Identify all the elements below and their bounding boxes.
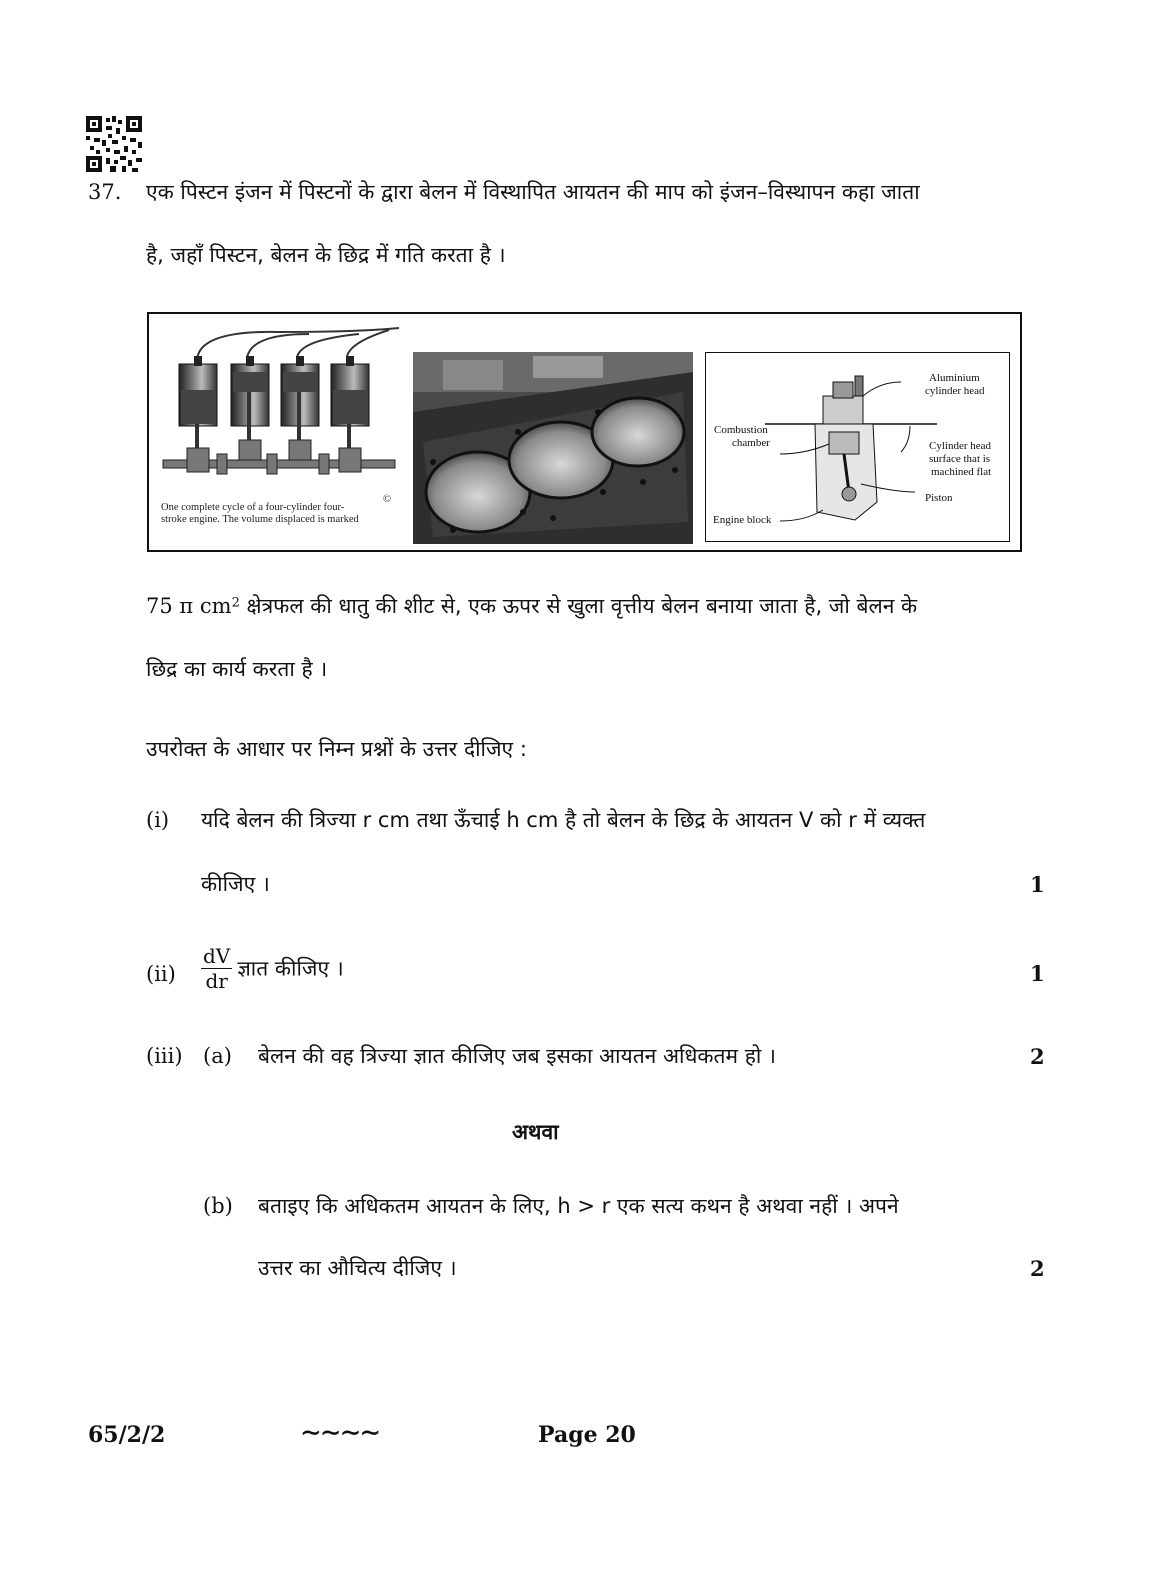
page-number: Page 20: [538, 1422, 636, 1448]
fraction-denominator: dr: [205, 969, 228, 993]
para-line2: छिद्र का कार्य करता है ।: [146, 657, 328, 681]
derivative-fraction: [201, 944, 232, 993]
instruction-text: उपरोक्त के आधार पर निम्न प्रश्नों के उत्तर दीजिए :: [146, 737, 527, 761]
label-piston: Piston: [925, 492, 953, 504]
cylinder-bore-photo: [413, 352, 693, 544]
part-i-label: (i): [146, 808, 170, 832]
footer-squiggle: ∼∼∼∼: [300, 1418, 380, 1448]
label-cylinder-head-line3: machined flat: [931, 466, 992, 478]
question-intro-line1: एक पिस्टन इंजन में पिस्टनों के द्वारा बेलन में विस्थापित आयतन की माप को इंजन–विस्थापन कहा जाता: [146, 180, 920, 204]
engine-figure: [147, 312, 1022, 552]
part-iii-a-text: बेलन की वह त्रिज्या ज्ञात कीजिए जब इसका आयतन अधिकतम हो ।: [258, 1044, 776, 1068]
engine-caption-line1: One complete cycle of a four-cylinder four-: [161, 502, 345, 513]
part-iii-b-line2: उत्तर का औचित्य दीजिए ।: [258, 1256, 457, 1280]
label-combustion-line2: chamber: [732, 437, 770, 449]
four-cylinder-engine-illustration: [159, 320, 404, 500]
sheet-area-exponent: 2: [231, 595, 240, 611]
part-iii-b-line1: बताइए कि अधिकतम आयतन के लिए, h > r एक सत्य कथन है अथवा नहीं । अपने: [258, 1194, 899, 1218]
question-intro-line2: है, जहाँ पिस्टन, बेलन के छिद्र में गति करता है ।: [146, 243, 506, 267]
part-ii-marks: 1: [1030, 961, 1045, 986]
part-ii-text: ज्ञात कीजिए ।: [237, 956, 344, 981]
part-ii-label: (ii): [146, 962, 176, 986]
qr-code-icon: [86, 116, 142, 172]
part-ii-expression: [201, 944, 344, 993]
label-engine-block: Engine block: [713, 514, 772, 526]
part-i-line1: यदि बेलन की त्रिज्या r cm तथा ऊँचाई h cm है तो बेलन के छिद्र के आयतन V को r में व्यक्त: [201, 808, 926, 832]
engine-caption-line2: stroke engine. The volume displaced is marked: [161, 514, 359, 525]
part-iii-a-marks: 2: [1030, 1044, 1045, 1069]
part-iii-label: (iii): [146, 1044, 183, 1068]
sheet-area-line1: [146, 592, 917, 620]
fraction-numerator: dV: [203, 944, 231, 968]
question-number: 37.: [88, 180, 122, 204]
part-i-line2: कीजिए ।: [201, 872, 270, 896]
sheet-area-text: क्षेत्रफल की धातु की शीट से, एक ऊपर से खुला वृत्तीय बेलन बनाया जाता है, जो बेलन के: [239, 594, 918, 618]
label-combustion-line1: Combustion: [714, 424, 768, 436]
or-separator: अथवा: [512, 1120, 559, 1144]
label-aluminium-line1: Aluminium: [929, 372, 980, 384]
part-i-marks: 1: [1030, 872, 1045, 897]
label-cylinder-head-line2: surface that is: [929, 453, 991, 465]
paper-code: 65/2/2: [88, 1422, 166, 1448]
part-iii-b-marks: 2: [1030, 1256, 1045, 1281]
caption-mark: ©: [383, 494, 391, 505]
sheet-area-value: 75 π cm: [146, 594, 232, 618]
label-aluminium-line2: cylinder head: [925, 385, 985, 397]
part-iii-a-label: (a): [203, 1044, 232, 1068]
part-iii-b-label: (b): [203, 1194, 233, 1218]
label-cylinder-head-line1: Cylinder head: [929, 440, 992, 452]
